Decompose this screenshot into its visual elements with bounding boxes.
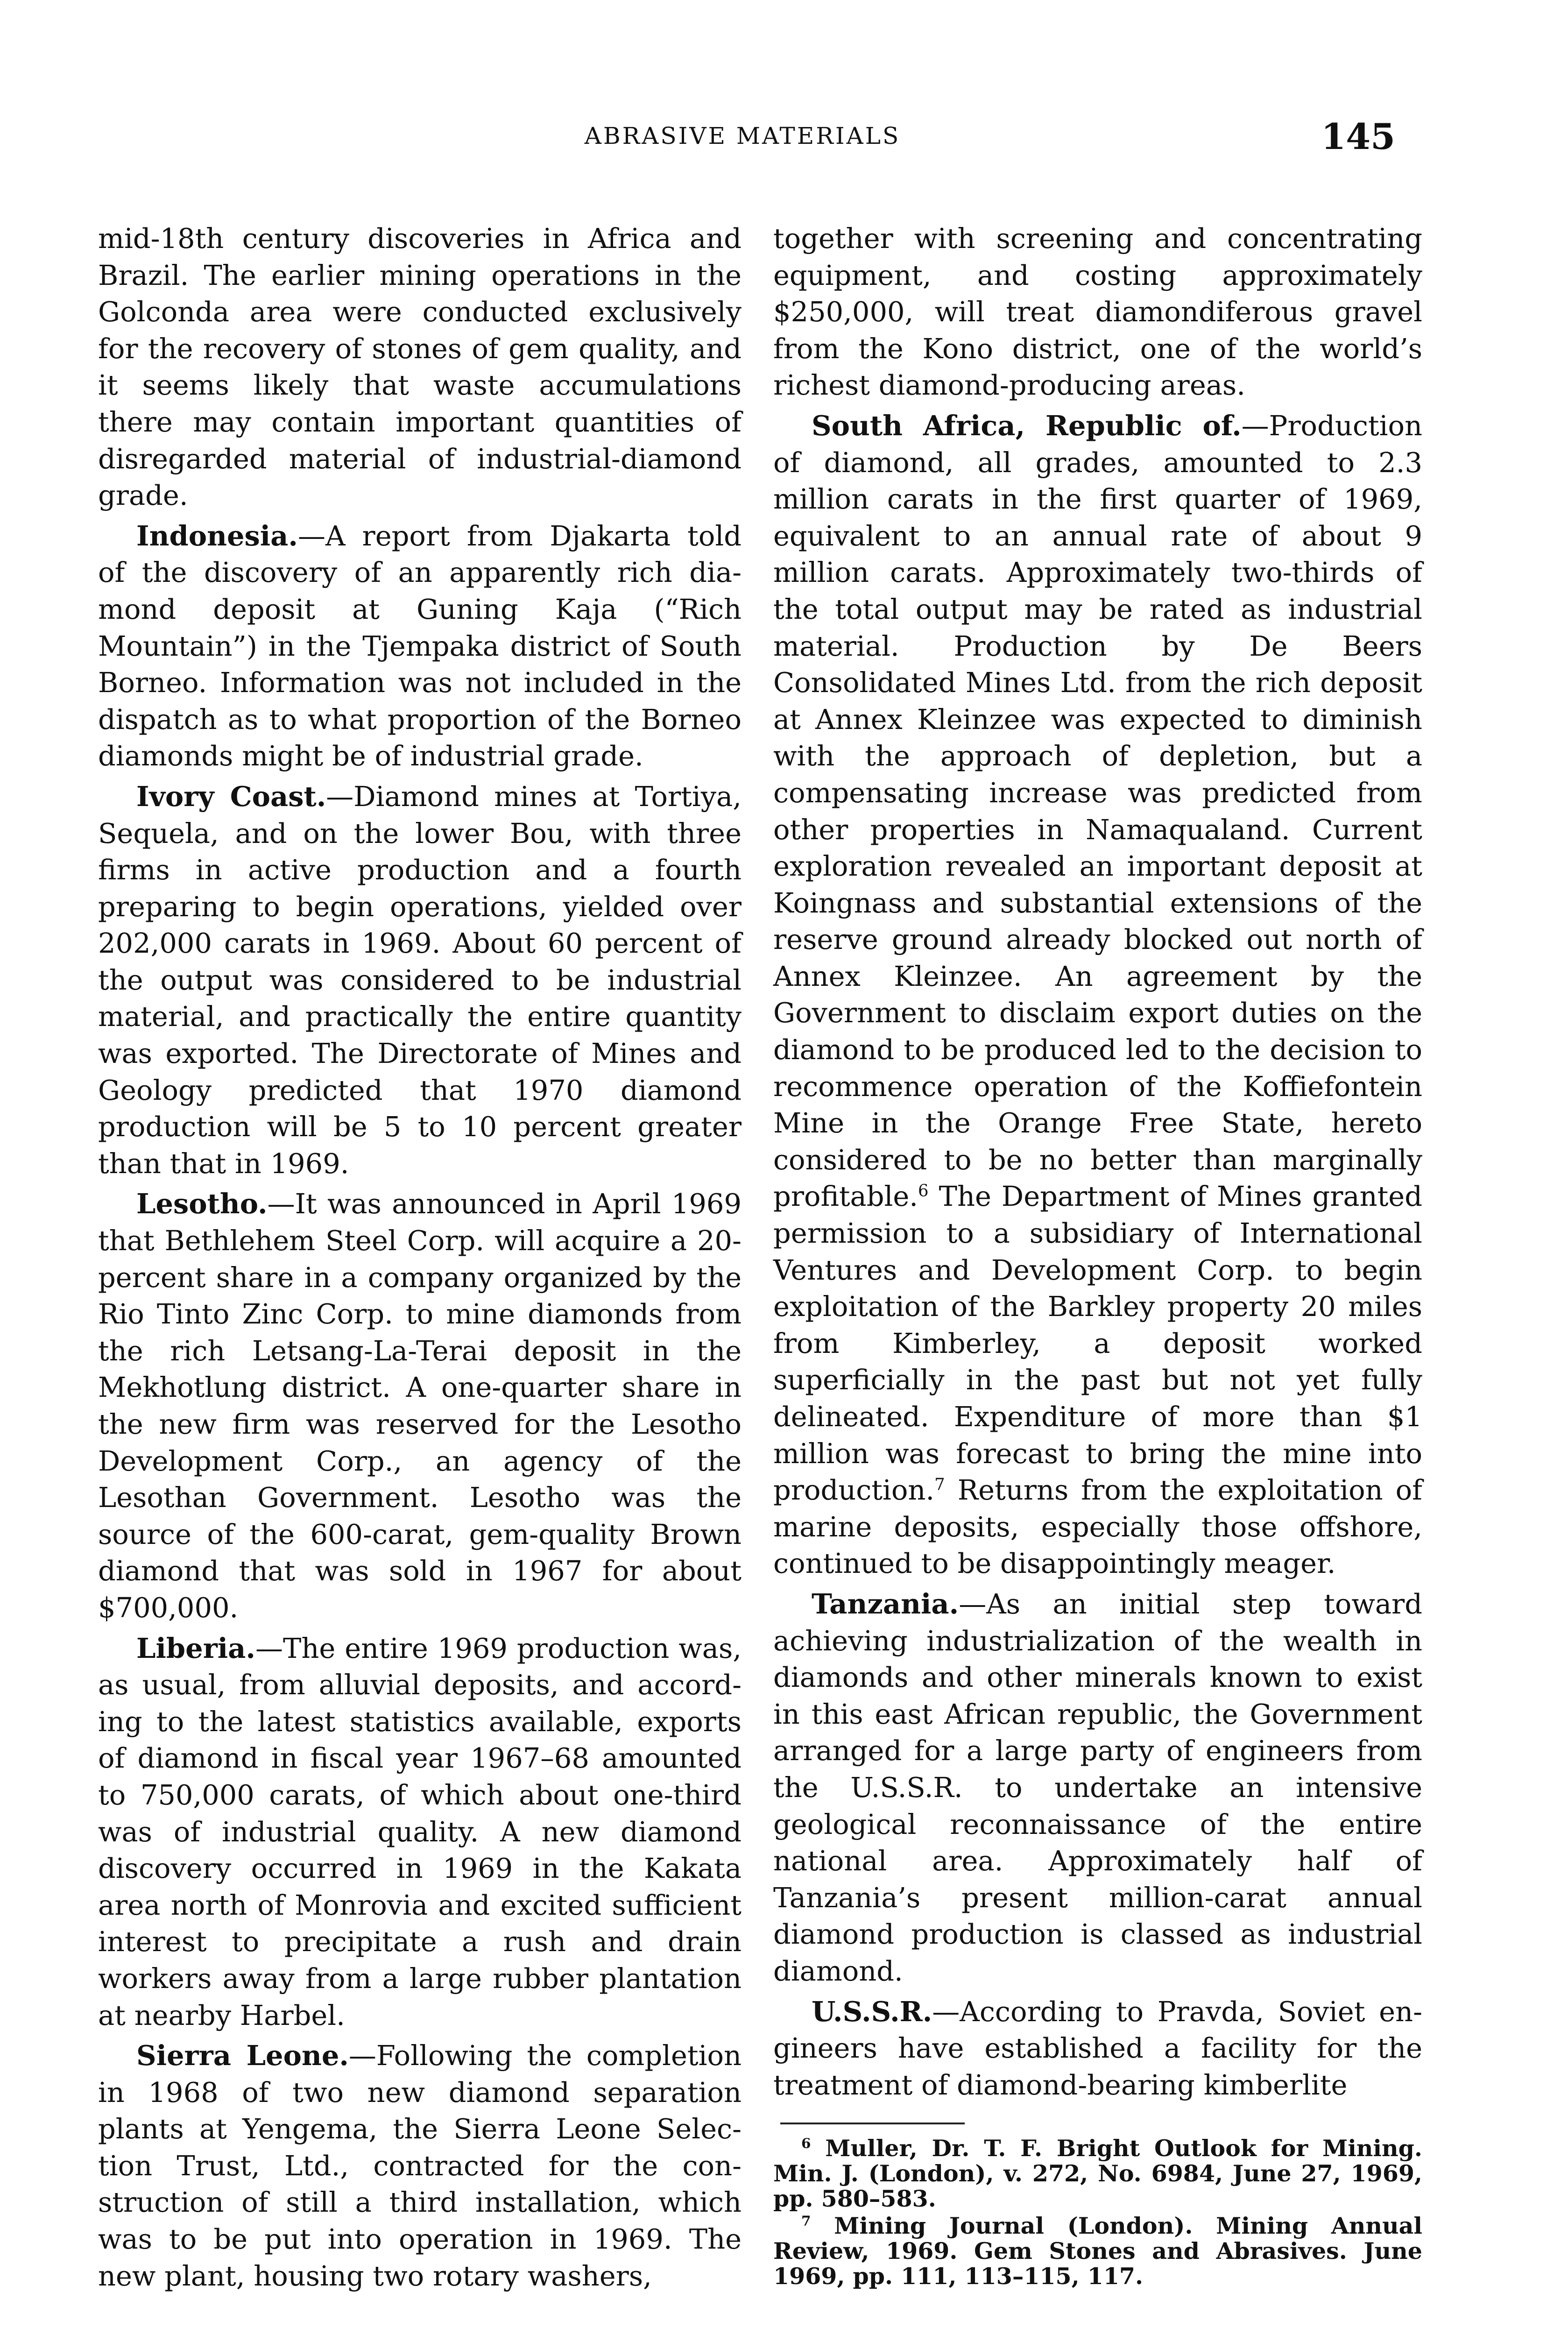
heading-indonesia: Indonesia. [136,519,298,552]
footnote-ref-6[interactable]: 6 [918,1181,929,1201]
paragraph-sierra-leone [98,2038,742,2294]
text-sierra-leone: —Following the completion in 1968 of two new diamond separation plants at Yengema, the Sierra Leone Selection Trust, Ltd., contracted for the construction of still a third installation, which was to be put into operation in 1969. The new plant, housing two rotary washers, [98,2039,742,2292]
heading-south-africa: South Africa, Republic of. [812,409,1242,442]
footnote-marker: 6 [801,2135,811,2151]
paragraph-ussr [773,1994,1422,2104]
text-liberia: —The entire 1969 production was, as usual, from alluvial deposits, and according to the latest statistics available, exports of diamond in fiscal year 1967–68 amounted to 750,000 carats, of which about one-third was of industrial quality. A new diamond discovery occurred in 1969 in the Kakata area north of Monrovia and excited sufficient interest to precipitate a rush and drain workers away from a large rubber plantation at nearby Harbel. [98,1632,742,2031]
paragraph-tanzania [773,1586,1422,1990]
right-column [773,220,1422,2103]
text-indonesia: —A report from Djakarta told of the discovery of an apparently rich diamond deposit at Guning Kaja (“Rich Mountain”) in the Tjempaka district of South Borneo. Information was not included in the dispatch as to what proportion of the Borneo diamonds might be of industrial grade. [98,519,742,772]
footnote-text: Muller, Dr. T. F. Bright Outlook for Mining. Min. J. (London), v. 272, No. 6984, June 27, 1969, pp. 580–583. [773,2135,1422,2212]
paragraph-continuation-right: together with screening and concentrating equipment, and costing approximately $250,000, will treat diamondiferous gravel from the Kono district, one of the world’s richest diamond-producing areas. [773,222,1422,402]
paragraph-lesotho [98,1186,742,1626]
heading-tanzania: Tanzania. [812,1587,959,1620]
footnote-rule [780,2123,965,2124]
text-ivory-coast: —Diamond mines at Tortiya, Sequela, and on the lower Bou, with three firms in active production and a fourth preparing to begin operations, yielded over 202,000 carats in 1969. About 60 percent of the output was considered to be industrial material, and practically the entire quantity was exported. The Directorate of Mines and Geology predicted that 1970 diamond production will be 5 to 10 percent greater than that in 1969. [98,780,742,1180]
footnote-marker: 7 [801,2212,811,2229]
paragraph-continuation: mid-18th century discoveries in Africa and Brazil. The earlier mining operations in the Golconda area were conducted exclusively for the recovery of stones of gem quality, and it seems likely that waste accumulations there may contain important quantities of disregarded material of industrial-diamond grade. [98,222,742,512]
text-south-africa-3: Returns from the exploitation of marine deposits, especially those offshore, continued to be disappointingly meager. [773,1474,1422,1580]
paragraph-indonesia [98,518,742,775]
text-ussr: —According to Pravda, Soviet engineers have established a facility for the treatment of diamond-bearing kimberlite [773,1995,1422,2101]
heading-ivory-coast: Ivory Coast. [136,780,326,813]
text-south-africa: —Production of diamond, all grades, amounted to 2.3 million carats in the first quarter of 1969, equivalent to an annual rate of about 9 million carats. Approximately two-thirds of the total output may be rated as industrial material. Production by De Beers Consolidated Mines Ltd. from the rich deposit at Annex Kleinzee was expected to diminish with the approach of depletion, but a compensating increase was predicted from other properties in Namaqualand. Current exploration revealed an important deposit at Koingnass and substantial extensions of the reserve ground already blocked out north of Annex Kleinzee. An agreement by the Government to disclaim export duties on the diamond to be produced led to the decision to recommence operation of the Koffiefontein Mine in the Orange Free State, hereto considered to be no better than marginally profitable. [773,409,1422,1213]
footnotes [773,2123,1422,2289]
heading-liberia: Liberia. [136,1632,255,1664]
heading-sierra-leone: Sierra Leone. [136,2039,349,2072]
footnote-7 [773,2213,1422,2289]
heading-ussr: U.S.S.R. [812,1995,932,2028]
paragraph-liberia [98,1630,742,2034]
footnote-ref-7[interactable]: 7 [934,1475,945,1494]
page-number: 145 [1321,116,1395,157]
left-column [98,220,742,2294]
paragraph-ivory-coast [98,778,742,1182]
text-south-africa-2: The Department of Mines granted permission to a subsidiary of International Ventures and Development Corp. to begin exploitation of the Barkley property 20 miles from Kimberley, a deposit worked superficially in the past but not yet fully delineated. Expenditure of more than $1 million was forecast to bring the mine into production. [773,1180,1422,1507]
footnote-text: Mining Journal (London). Mining Annual Review, 1969. Gem Stones and Abrasives. June 1969, pp. 111, 113–115, 117. [773,2212,1422,2290]
footnote-6 [773,2136,1422,2211]
paragraph-south-africa [773,408,1422,1582]
running-head: ABRASIVE MATERIALS [584,122,901,149]
text-lesotho: —It was announced in April 1969 that Bethlehem Steel Corp. will acquire a 20-percent share in a company organized by the Rio Tinto Zinc Corp. to mine diamonds from the rich Letsang-La-Terai deposit in the Mekhotlung district. A one-quarter share in the new firm was reserved for the Lesotho Development Corp., an agency of the Lesothan Government. Lesotho was the source of the 600-carat, gem-quality Brown diamond that was sold in 1967 for about $700,000. [98,1188,742,1624]
heading-lesotho: Lesotho. [136,1188,268,1220]
text-tanzania: —As an initial step toward achieving industrialization of the wealth in diamonds and other minerals known to exist in this east African republic, the Government arranged for a large party of engineers from the U.S.S.R. to undertake an intensive geological reconnaissance of the entire national area. Approximately half of Tanzania’s present million-carat annual diamond production is classed as industrial diamond. [773,1587,1422,1987]
